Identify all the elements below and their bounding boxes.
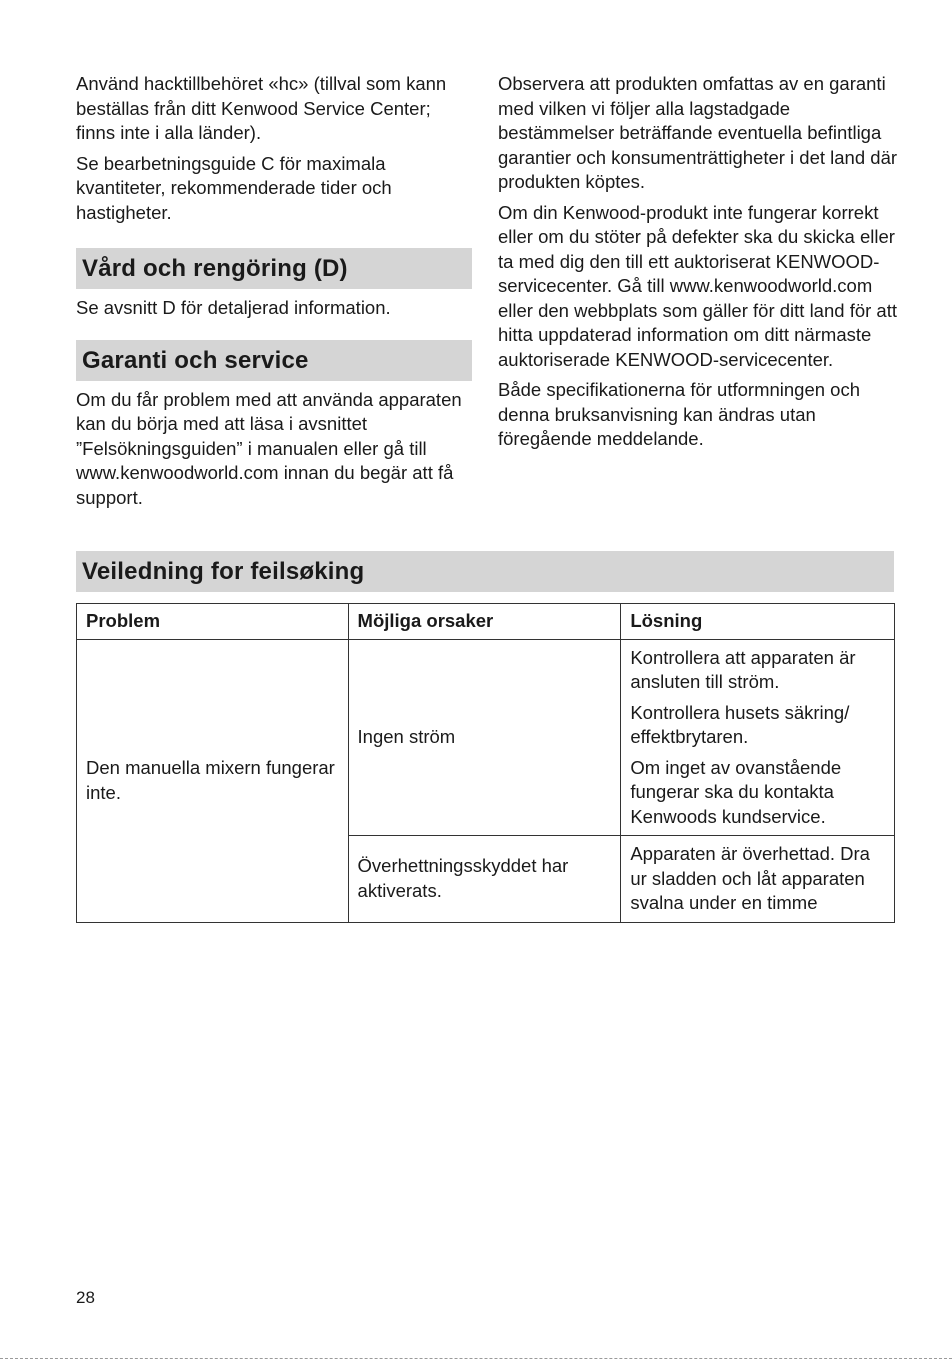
left-column xyxy=(76,72,472,516)
solution-item: Kontrollera husets säkring/ effektbrytaren. xyxy=(630,701,850,747)
warranty-paragraph: Om du får problem med att använda apparaten kan du börja med att läsa i avsnittet ”Felsökningsguiden” i manualen eller gå till www.kenwoodworld.com innan du begär att få support. xyxy=(76,388,462,508)
header-solution: Lösning xyxy=(621,604,895,640)
cause-cell: Ingen ström xyxy=(348,639,621,836)
page-divider xyxy=(0,1358,952,1359)
care-paragraph: Se avsnitt D för detaljerad information. xyxy=(76,297,391,318)
solution-item: Kontrollera att apparaten är ansluten till ström. xyxy=(630,646,856,692)
table-header-row xyxy=(77,604,895,640)
warranty-heading: Garanti och service xyxy=(76,340,472,381)
service-center-paragraph: Om din Kenwood-produkt inte fungerar korrekt eller om du stöter på defekter ska du skicka eller ta med dig den till ett auktoriserat KENWOOD-servicecenter. Gå till www.kenwoodworld.com eller den webbplats som gäller för ditt land för att hitta uppdaterad information om ditt närmaste auktoriserade KENWOOD-servicecenter. xyxy=(498,201,897,370)
cause-cell: Överhettningsskyddet har aktiverats. xyxy=(348,836,621,923)
header-causes: Möjliga orsaker xyxy=(348,604,621,640)
specification-notice-paragraph: Både specifikationerna för utformningen och denna bruksanvisning kan ändras utan föregående meddelande. xyxy=(498,379,860,449)
right-column xyxy=(498,72,898,458)
problem-cell: Den manuella mixern fungerar inte. xyxy=(77,639,349,922)
page-number: 28 xyxy=(76,1288,95,1307)
warranty-terms-paragraph: Observera att produkten omfattas av en garanti med vilken vi följer alla lagstadgade bestämmelser beträffande eventuella befintliga garantier och konsumenträttigheter i det land där produkten köptes. xyxy=(498,73,898,192)
processing-guide-paragraph: Se bearbetningsguide C för maximala kvantiteter, rekommenderade tider och hastigheter. xyxy=(76,152,392,223)
troubleshooting-table xyxy=(76,603,895,923)
accessory-paragraph: Använd hacktillbehöret «hc» (tillval som kann beställas från ditt Kenwood Service Center; finns inte i alla länder). xyxy=(76,73,447,143)
table-row xyxy=(77,639,895,836)
care-heading: Vård och rengöring (D) xyxy=(76,248,472,289)
solution-cell xyxy=(621,639,895,836)
solution-cell: Apparaten är överhettad. Dra ur sladden och låt apparaten svalna under en timme xyxy=(621,836,895,923)
troubleshooting-heading: Veiledning for feilsøking xyxy=(76,551,894,592)
solution-item: Om inget av ovanstående fungerar ska du kontakta Kenwoods kundservice. xyxy=(630,756,842,827)
header-problem: Problem xyxy=(77,604,349,640)
